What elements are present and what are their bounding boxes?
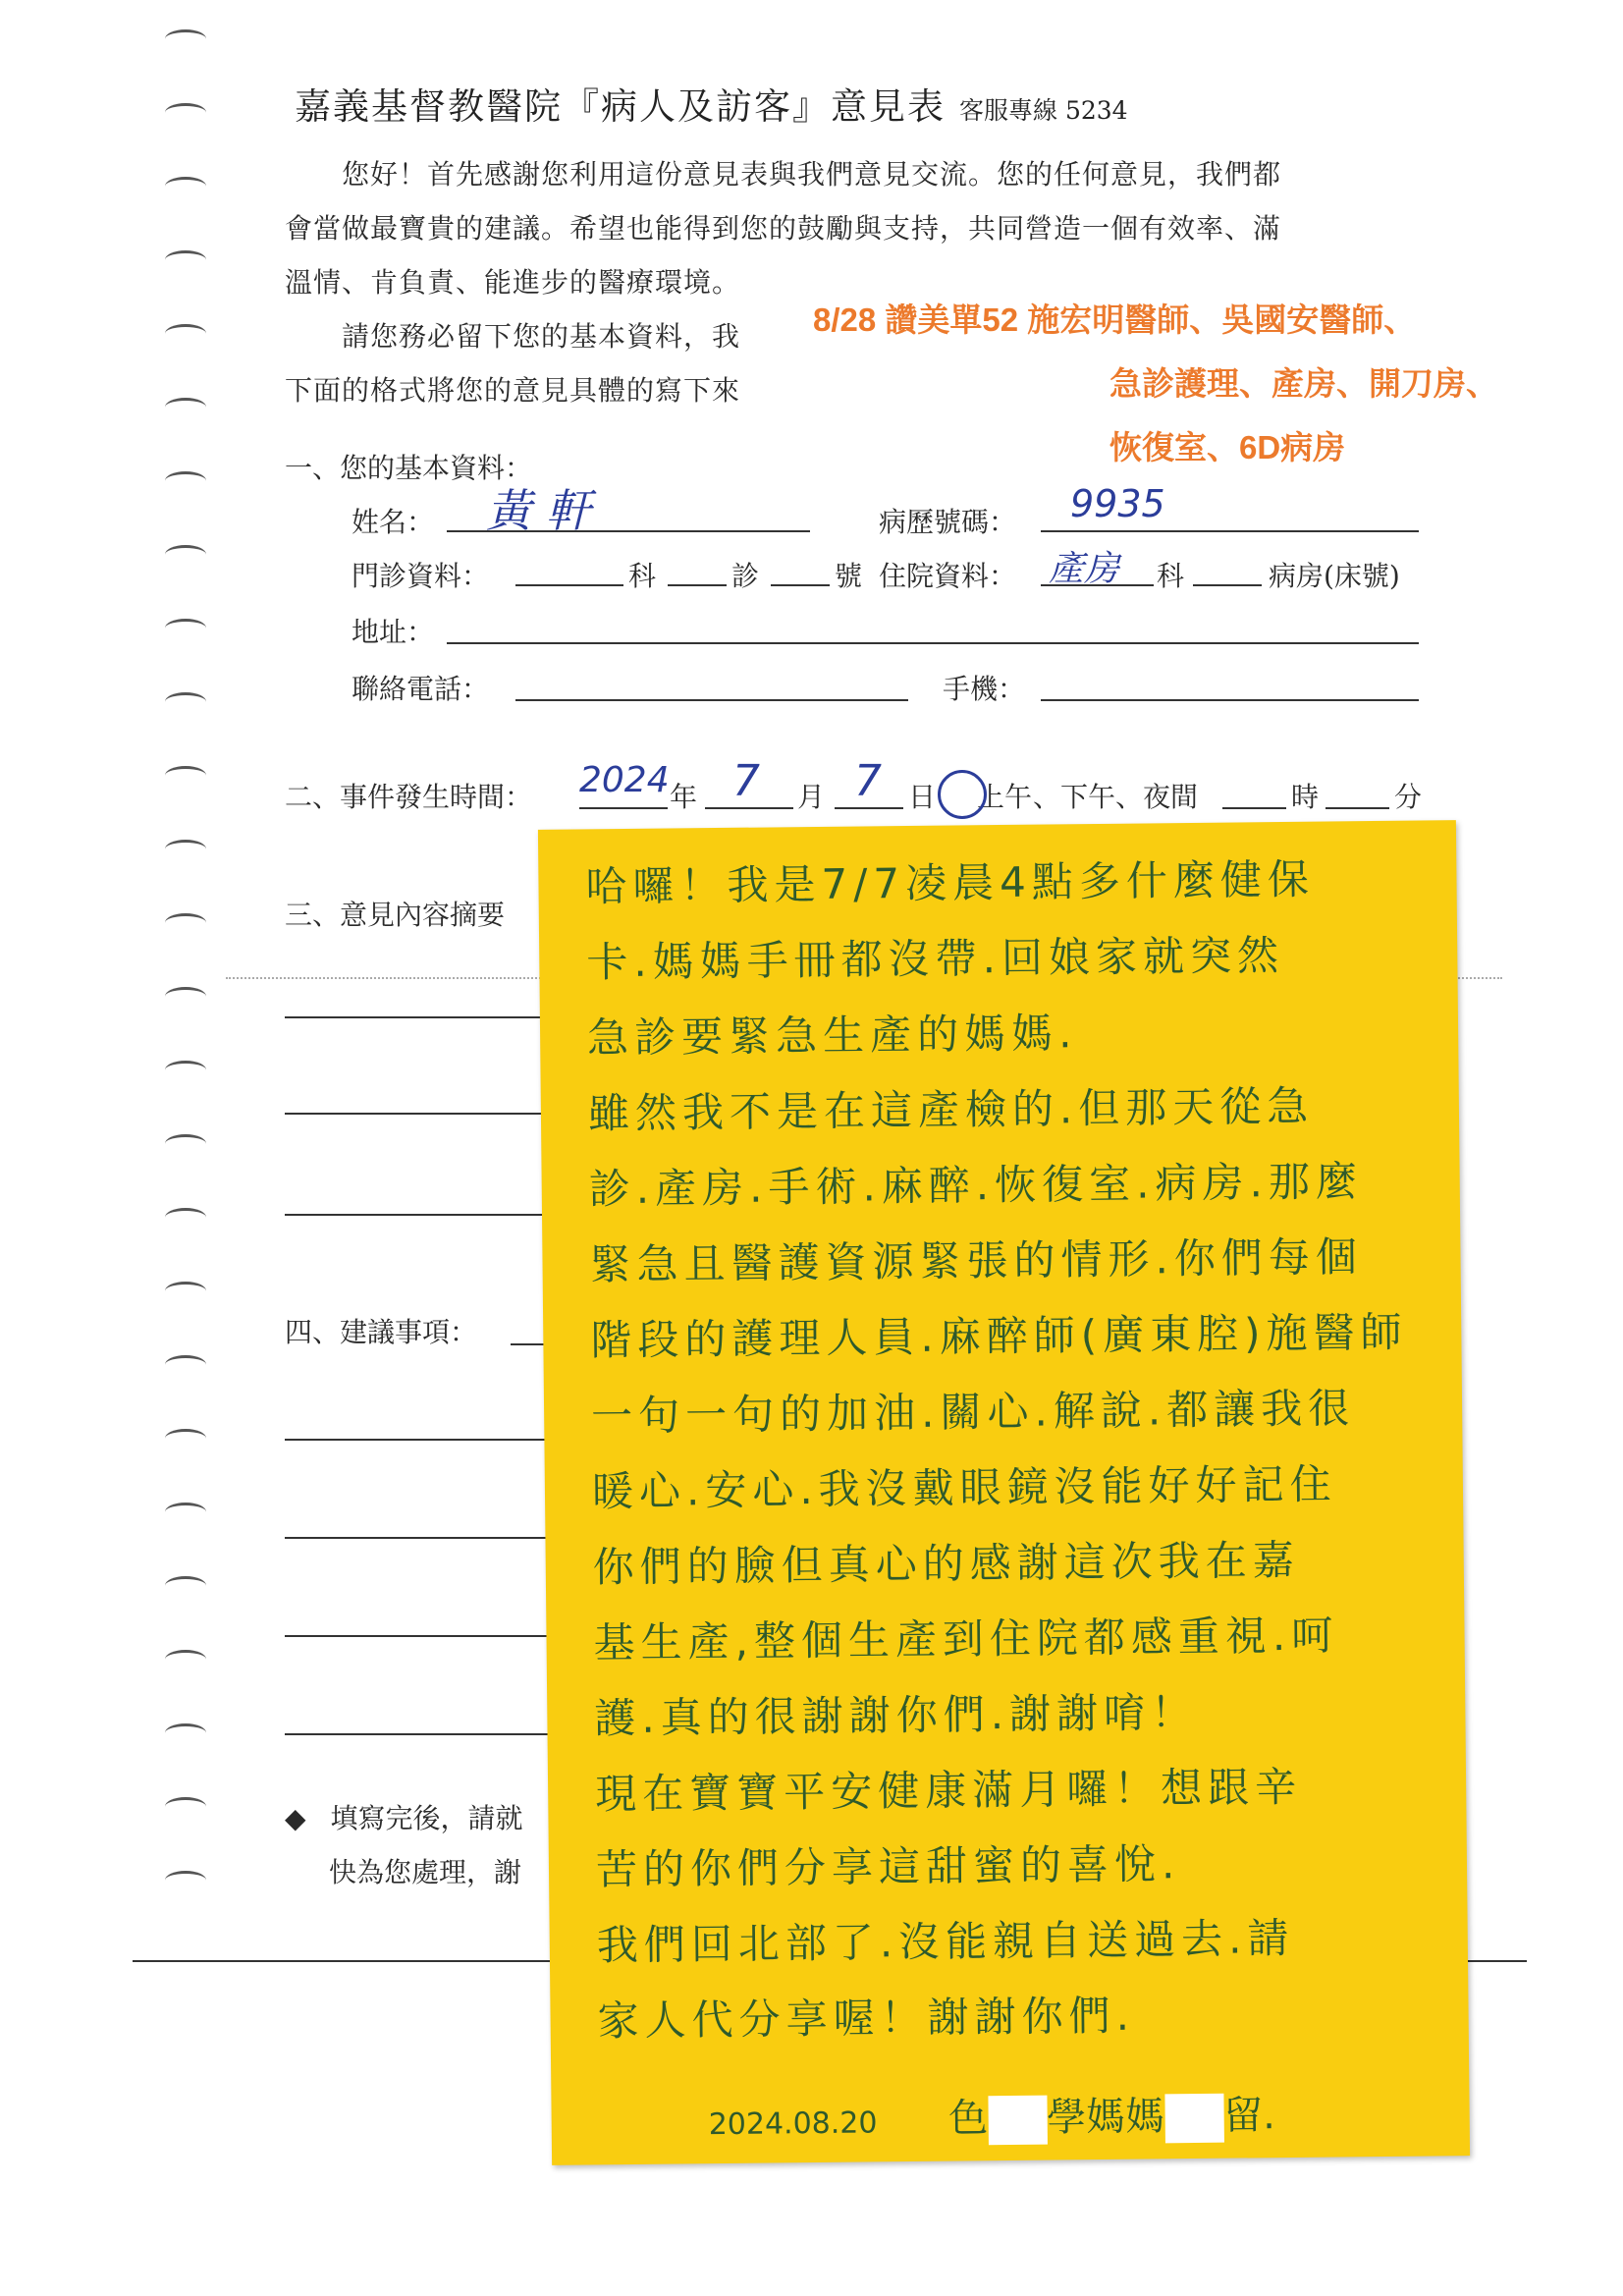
mobile-label: 手機： <box>943 673 1026 705</box>
binder-hole <box>165 1355 206 1374</box>
binder-hole <box>165 177 206 195</box>
day-unit: 日 <box>908 781 937 813</box>
binder-hole <box>165 103 206 122</box>
name-label: 姓名： <box>352 506 435 538</box>
section-1-heading: 一、您的基本資料： <box>285 452 533 484</box>
note-date: 2024.08.20 <box>708 2105 878 2143</box>
phone-label: 聯絡電話： <box>352 673 490 705</box>
month-value: 7 <box>732 756 760 806</box>
binder-hole <box>165 471 206 490</box>
clinic-unit: 診 <box>731 560 760 592</box>
opinion-line-2[interactable] <box>285 1113 550 1115</box>
pm-night-options: 、下午、夜間 <box>1033 781 1199 813</box>
inpatient-label: 住院資料： <box>879 560 1017 592</box>
binder-hole <box>165 1576 206 1595</box>
opinion-line-1[interactable] <box>285 1016 550 1018</box>
suggestion-line-3[interactable] <box>285 1635 550 1637</box>
hotline-text: 客服專線 5234 <box>959 96 1128 125</box>
note-line: 護.真的很謝謝你們.謝謝唷！ <box>594 1687 1199 1743</box>
binder-hole <box>165 545 206 564</box>
address-field[interactable] <box>447 601 1419 644</box>
note-line: 你們的臉但真心的感謝這次我在嘉 <box>592 1535 1301 1592</box>
note-line: 緊急且醫護資源緊張的情形.你們每個 <box>589 1232 1364 1289</box>
section-2-heading: 二、事件發生時間： <box>285 781 533 813</box>
ward-unit: 科 <box>1157 560 1185 592</box>
intro-line-1: 您好！首先感謝您利用這份意見表與我們意見交流。您的任何意見，我們都 <box>342 158 1282 191</box>
binder-holes <box>165 29 214 1954</box>
note-text <box>585 840 1442 2058</box>
year-field[interactable] <box>579 760 670 809</box>
inpatient-value: 產房 <box>1049 549 1120 589</box>
note-line: 基生產,整個生產到住院都感重視.呵 <box>593 1611 1339 1667</box>
binder-hole <box>165 1134 206 1153</box>
binder-hole <box>165 913 206 932</box>
phone-field[interactable] <box>515 658 908 701</box>
binder-hole <box>165 619 206 637</box>
suggestion-line-4[interactable] <box>285 1733 550 1735</box>
record-number-label: 病歷號碼： <box>879 506 1017 538</box>
inpatient-dept-field[interactable] <box>1041 545 1154 589</box>
binder-hole <box>165 1429 206 1448</box>
month-field[interactable] <box>705 756 793 809</box>
sign-prefix: 色 <box>947 2096 989 2142</box>
binder-hole <box>165 1797 206 1816</box>
suggestion-line-2[interactable] <box>285 1537 550 1539</box>
binder-hole <box>165 766 206 785</box>
intro-line-2: 會當做最寶貴的建議。希望也能得到您的鼓勵與支持，共同營造一個有效率、滿 <box>285 212 1282 245</box>
month-unit: 月 <box>797 781 826 813</box>
intro-line-3: 溫情、肯負責、能進步的醫療環境。 <box>285 266 741 299</box>
binder-hole <box>165 987 206 1006</box>
minute-field[interactable] <box>1325 766 1389 809</box>
binder-hole <box>165 398 206 416</box>
binder-hole <box>165 250 206 269</box>
binder-hole <box>165 324 206 343</box>
note-line: 急診要緊急生產的媽媽. <box>586 1009 1078 1063</box>
binder-hole <box>165 692 206 711</box>
footer-line-1 <box>285 1797 522 1836</box>
year-value: 2024 <box>579 760 670 800</box>
footer-text-1: 填寫完後，請就 <box>330 1802 523 1834</box>
binder-hole <box>165 1503 206 1521</box>
form-title <box>295 77 1128 130</box>
sign-suffix: 留. <box>1222 2093 1276 2139</box>
note-line: 家人代分享喔！謝謝你們. <box>597 1991 1136 2046</box>
section-3-heading: 三、意見內容摘要 <box>285 899 506 931</box>
number-unit: 號 <box>835 560 863 592</box>
binder-hole <box>165 840 206 858</box>
note-line: 一句一句的加油.關心.解說.都讓我很 <box>590 1384 1356 1441</box>
name-value: 黃 軒 <box>486 484 591 537</box>
address-label: 地址： <box>352 616 435 648</box>
opinion-line-3[interactable] <box>285 1214 550 1216</box>
annotation-line-1: 8/28 讚美單52 施宏明醫師、吳國安醫師、 <box>813 301 1417 338</box>
outpatient-label: 門診資料： <box>352 560 490 592</box>
intro-line-4: 請您務必留下您的基本資料，我 <box>342 320 741 353</box>
ward-label: 病房(床號) <box>1269 560 1400 592</box>
ward-field[interactable] <box>1193 545 1262 586</box>
note-line: 診.產房.手術.麻醉.恢復室.病房.那麼 <box>588 1157 1364 1214</box>
footer-line-2: 快為您處理，謝 <box>329 1856 522 1888</box>
note-line: 雖然我不是在這產檢的.但那天從急 <box>587 1081 1315 1138</box>
redaction-box-1 <box>988 2096 1048 2146</box>
outpatient-dept-field[interactable] <box>515 545 623 586</box>
note-line: 我們回北部了.沒能親自送過去.請 <box>596 1913 1295 1970</box>
note-line: 苦的你們分享這甜蜜的喜悅. <box>595 1839 1181 1894</box>
footer-bullet: ◆ <box>285 1802 306 1834</box>
annotation-line-2: 急診護理、產房、開刀房、 <box>1109 365 1498 402</box>
sticky-note <box>538 820 1470 2165</box>
note-line: 暖心.安心.我沒戴眼鏡沒能好好記住 <box>591 1459 1337 1516</box>
outpatient-clinic-field[interactable] <box>668 545 727 586</box>
mobile-field[interactable] <box>1041 658 1419 701</box>
note-signature <box>708 2084 1275 2148</box>
binder-hole <box>165 1208 206 1227</box>
minute-unit: 分 <box>1394 781 1423 813</box>
name-field[interactable] <box>447 481 810 537</box>
binder-hole <box>165 1282 206 1300</box>
hour-field[interactable] <box>1222 766 1286 809</box>
note-line: 卡.媽媽手冊都沒帶.回娘家就突然 <box>586 930 1285 987</box>
redaction-box-2 <box>1164 2094 1224 2144</box>
record-number-value: 9935 <box>1070 482 1165 525</box>
suggestion-line-1[interactable] <box>285 1439 550 1441</box>
binder-hole <box>165 1650 206 1668</box>
intro-line-5: 下面的格式將您的意見具體的寫下來 <box>285 374 741 407</box>
binder-hole <box>165 1061 206 1079</box>
section-4-heading: 四、建議事項： <box>285 1316 478 1348</box>
outpatient-number-field[interactable] <box>771 545 830 586</box>
binder-hole <box>165 1871 206 1889</box>
year-unit: 年 <box>670 781 698 813</box>
dept-unit: 科 <box>628 560 657 592</box>
title-text: 嘉義基督教醫院『病人及訪客』意見表 <box>295 85 946 128</box>
day-field[interactable] <box>835 756 903 809</box>
note-line: 現在寶寶平安健康滿月囉！想跟辛 <box>594 1762 1303 1819</box>
sign-middle: 學媽媽 <box>1046 2094 1165 2141</box>
hour-unit: 時 <box>1291 781 1320 813</box>
am-text: 上午 <box>977 781 1033 813</box>
binder-hole <box>165 29 206 48</box>
note-line: 哈囉！我是7/7凌晨4點多什麼健保 <box>585 854 1316 911</box>
annotation-line-3: 恢復室、6D病房 <box>1109 429 1346 465</box>
am-selected-circle <box>938 770 987 819</box>
record-number-field[interactable] <box>1041 482 1419 532</box>
day-value: 7 <box>854 756 882 806</box>
note-line: 階段的護理人員.麻醉師(廣東腔)施醫師 <box>590 1307 1408 1365</box>
binder-hole <box>165 1723 206 1742</box>
